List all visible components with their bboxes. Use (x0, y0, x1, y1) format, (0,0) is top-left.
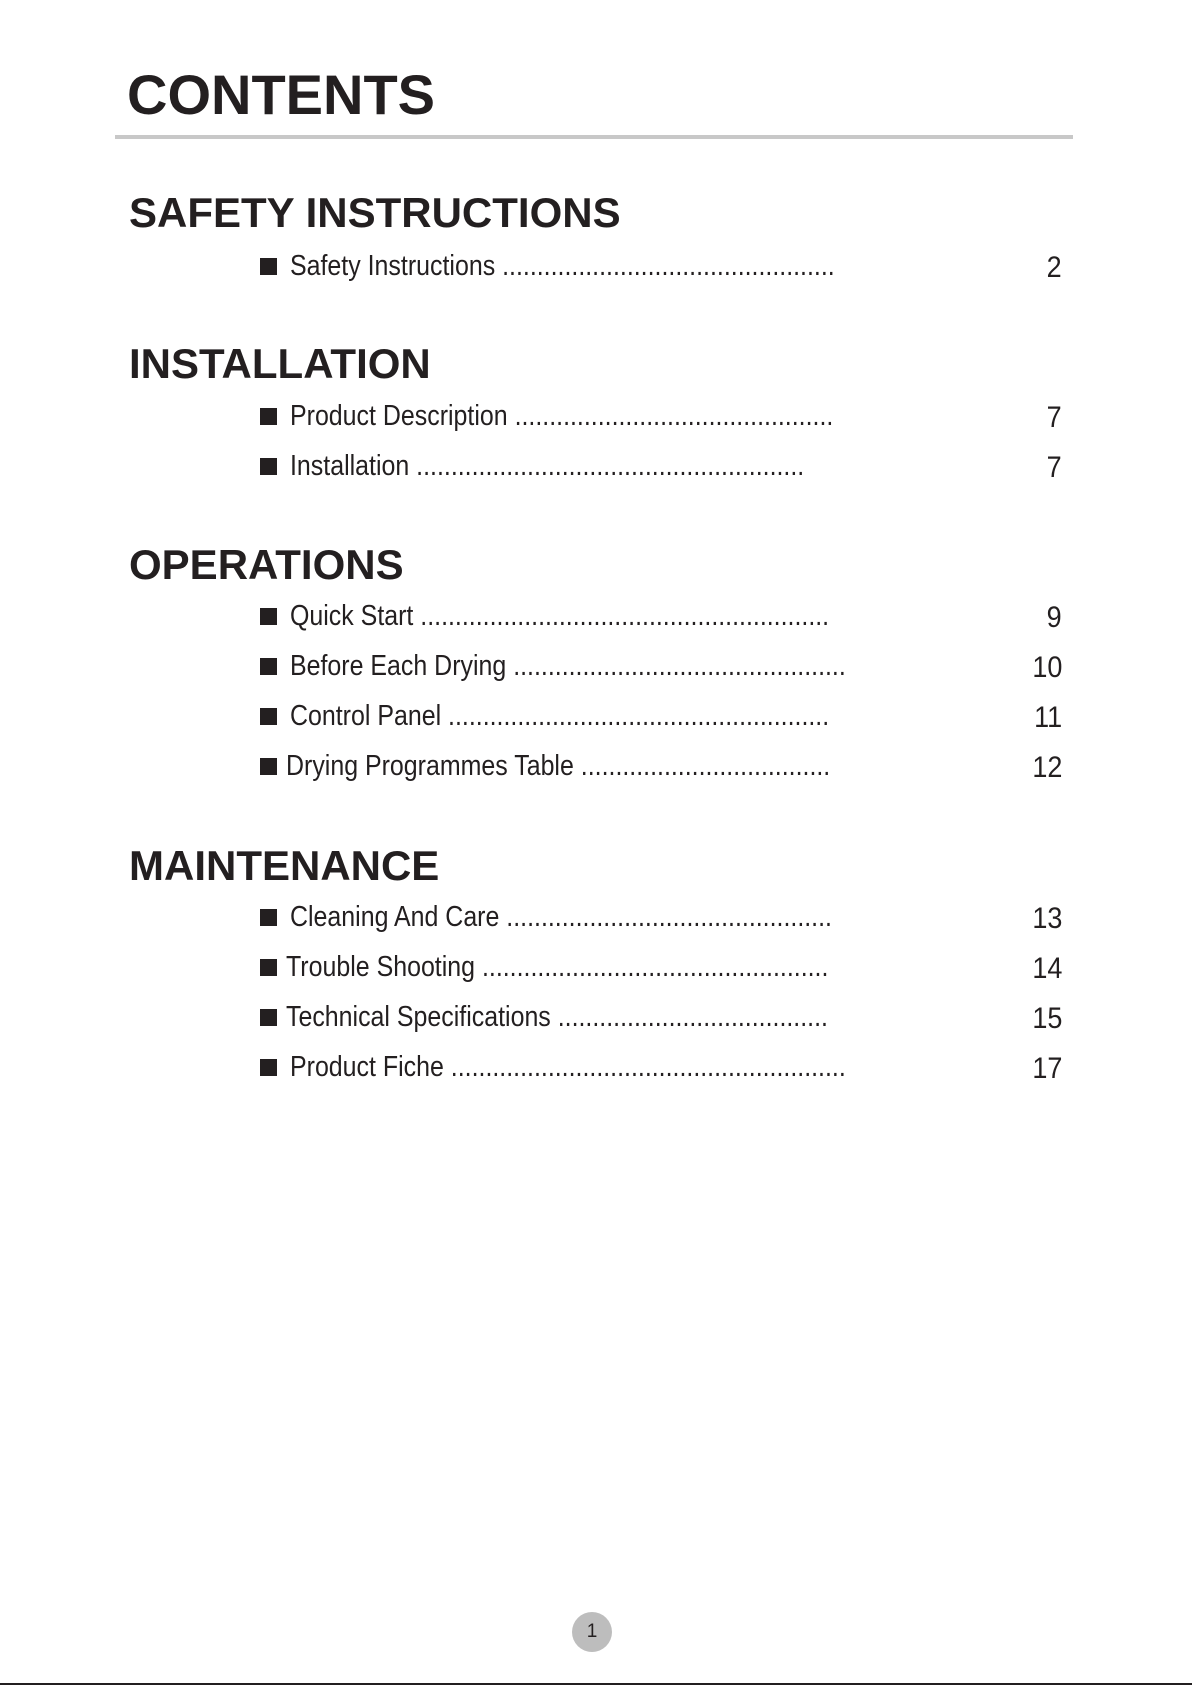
page-title: CONTENTS (127, 63, 435, 126)
toc-entry[interactable] (0, 396, 1192, 436)
toc-entry[interactable] (0, 446, 1192, 486)
square-bullet-icon (260, 658, 277, 675)
toc-entry[interactable] (0, 246, 1192, 286)
toc-entry[interactable] (0, 746, 1192, 786)
toc-entry-page: 15 (1031, 1002, 1062, 1035)
section-heading: SAFETY INSTRUCTIONS (129, 189, 621, 236)
toc-entry-page: 14 (1031, 952, 1062, 985)
toc-leader-dots: ......................................................... (450, 1051, 846, 1083)
toc-entry-page: 2 (1046, 251, 1062, 284)
toc-leader-dots: .................................................. (481, 951, 829, 983)
toc-entry[interactable] (0, 696, 1192, 736)
toc-leader-dots: ................................................ (513, 650, 846, 682)
toc-leader-dots: ................................................ (502, 250, 835, 282)
square-bullet-icon (260, 458, 277, 475)
toc-entry-page: 10 (1031, 651, 1062, 684)
toc-entry-label: Control Panel (290, 700, 442, 732)
toc-entry-label: Installation (290, 450, 410, 482)
toc-entry-page: 12 (1031, 751, 1062, 784)
title-divider (115, 135, 1073, 139)
square-bullet-icon (260, 758, 277, 775)
section-heading: INSTALLATION (129, 340, 431, 387)
toc-leader-dots: .................................... (580, 750, 831, 782)
toc-leader-dots: ....................................... (557, 1001, 828, 1033)
toc-entry-page: 17 (1031, 1052, 1062, 1085)
toc-entry-label: Safety Instructions (290, 250, 496, 282)
toc-leader-dots: ........................................................... (420, 600, 830, 632)
toc-leader-dots: .............................................. (514, 400, 834, 432)
toc-entry-page: 9 (1046, 601, 1062, 634)
toc-entry-label: Before Each Drying (290, 650, 507, 682)
toc-leader-dots: ............................................... (506, 901, 832, 933)
toc-entry-label: Quick Start (290, 600, 414, 632)
toc-leader-dots: ....................................................... (448, 700, 830, 732)
toc-entry-label: Drying Programmes Table (286, 750, 574, 782)
square-bullet-icon (260, 959, 277, 976)
page-number: 1 (586, 1621, 598, 1642)
page-number-badge (572, 1612, 612, 1652)
section-heading: OPERATIONS (129, 541, 404, 588)
toc-entry[interactable] (0, 947, 1192, 987)
toc-entry[interactable] (0, 596, 1192, 636)
toc-entry-page: 7 (1046, 451, 1062, 484)
toc-entry-label: Cleaning And Care (290, 901, 500, 933)
toc-leader-dots: ........................................................ (416, 450, 805, 482)
toc-entry[interactable] (0, 897, 1192, 937)
toc-entry-page: 13 (1031, 902, 1062, 935)
toc-entry-label: Product Description (290, 400, 508, 432)
toc-entry-label: Trouble Shooting (286, 951, 476, 983)
toc-entry-label: Technical Specifications (286, 1001, 551, 1033)
square-bullet-icon (260, 258, 277, 275)
square-bullet-icon (260, 408, 277, 425)
section-heading: MAINTENANCE (129, 842, 440, 889)
square-bullet-icon (260, 1059, 277, 1076)
toc-entry-page: 7 (1046, 401, 1062, 434)
toc-entry[interactable] (0, 646, 1192, 686)
square-bullet-icon (260, 909, 277, 926)
square-bullet-icon (260, 708, 277, 725)
toc-entry[interactable] (0, 997, 1192, 1037)
square-bullet-icon (260, 1009, 277, 1026)
square-bullet-icon (260, 608, 277, 625)
toc-entry[interactable] (0, 1047, 1192, 1087)
toc-entry-label: Product Fiche (290, 1051, 444, 1083)
toc-entry-page: 11 (1033, 701, 1062, 734)
